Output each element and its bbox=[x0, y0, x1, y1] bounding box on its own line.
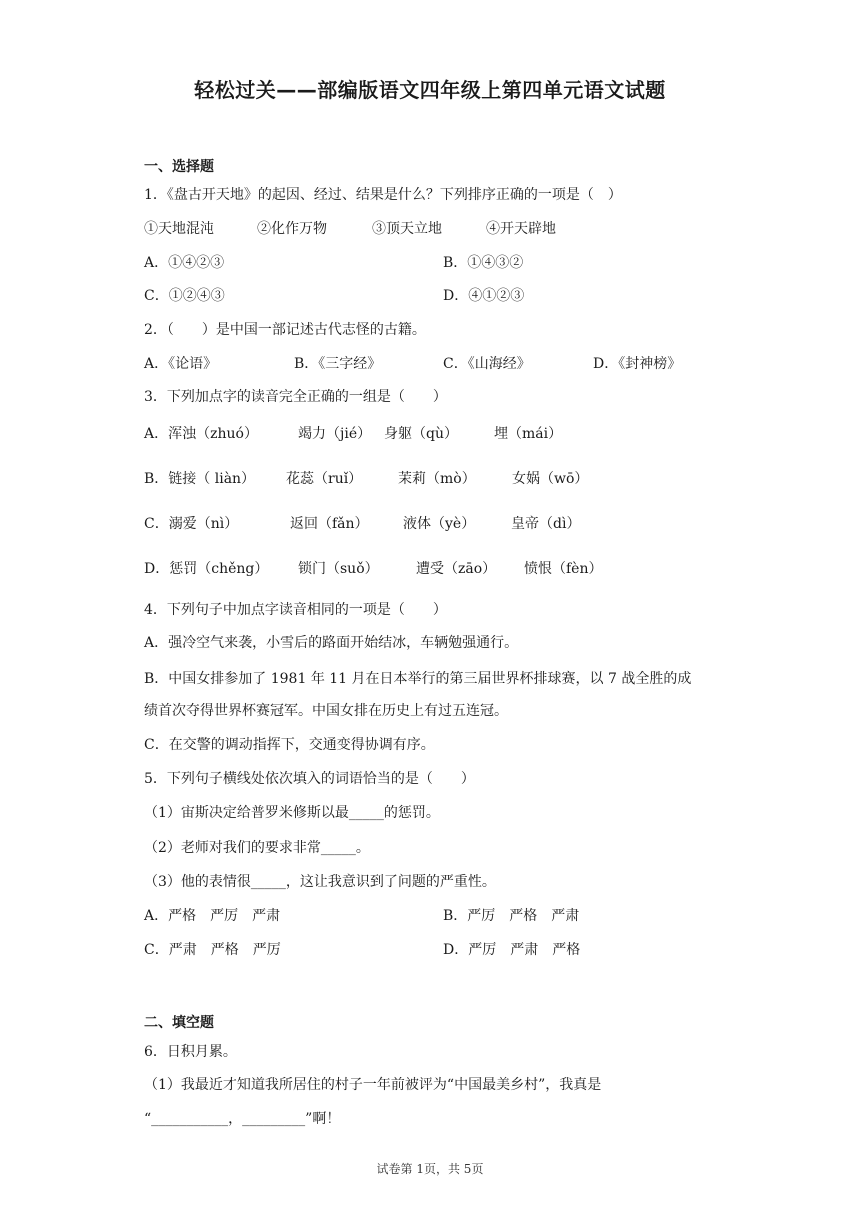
q5-option-c: C．严肃 严格 严厉 bbox=[144, 942, 281, 958]
q3-option-d-2: 锁门（suǒ） bbox=[298, 561, 379, 577]
q5-sentence-2: （2）老师对我们的要求非常_____。 bbox=[144, 840, 370, 856]
question-1-stem: 1．《盘古开天地》的起因、经过、结果是什么？下列排序正确的一项是（ ） bbox=[144, 187, 622, 203]
q3-option-d-3: 遭受（zāo） bbox=[416, 561, 497, 577]
q5-option-a: A．严格 严厉 严肃 bbox=[144, 908, 281, 924]
q1-option-d: D．④①②③ bbox=[443, 288, 525, 304]
q2-option-c: C．《山海经》 bbox=[443, 356, 531, 372]
question-3-stem: 3．下列加点字的读音完全正确的一组是（ ） bbox=[144, 389, 447, 405]
q1-item: ③顶天立地 bbox=[372, 221, 442, 237]
q4-option-c: C．在交警的调动指挥下，交通变得协调有序。 bbox=[144, 737, 435, 753]
question-2-stem: 2．（ ）是中国一部记述古代志怪的古籍。 bbox=[144, 322, 426, 338]
q4-option-a: A．强冷空气来袭，小雪后的路面开始结冰，车辆勉强通行。 bbox=[144, 635, 519, 651]
q5-option-b: B．严厉 严格 严肃 bbox=[443, 908, 580, 924]
q4-option-b-line1: B．中国女排参加了 1981 年 11 月在日本举行的第三届世界杯排球赛，以 7 战全胜的成 bbox=[144, 671, 692, 687]
q2-option-b: B．《三字经》 bbox=[294, 356, 382, 372]
q3-option-b-3: 茉莉（mò） bbox=[398, 471, 476, 487]
q3-option-c-3: 液体（yè） bbox=[403, 516, 476, 532]
q3-option-b-4: 女娲（wō） bbox=[512, 471, 589, 487]
q3-option-c-4: 皇帝（dì） bbox=[511, 516, 581, 532]
q3-option-a-4: 埋（mái） bbox=[494, 426, 563, 442]
q3-option-a-2: 竭力（jié） bbox=[298, 426, 372, 442]
section-heading-fill: 二、填空题 bbox=[144, 1015, 214, 1031]
q6-sentence-2: “___________，_________”啊！ bbox=[144, 1111, 341, 1127]
q3-option-a-1: A．浑浊（zhuó） bbox=[144, 426, 258, 442]
q2-option-d: D．《封神榜》 bbox=[593, 356, 682, 372]
q3-option-b-2: 花蕊（ruǐ） bbox=[286, 471, 363, 487]
q3-option-b-1: B．链接（ liàn） bbox=[144, 471, 256, 487]
q1-option-c: C．①②④③ bbox=[144, 288, 225, 304]
q3-option-a-3: 身躯（qù） bbox=[384, 426, 458, 442]
q1-item: ①天地混沌 bbox=[144, 221, 214, 237]
q6-sentence-1: （1）我最近才知道我所居住的村子一年前被评为“中国最美乡村”，我真是 bbox=[144, 1077, 602, 1093]
q4-option-b-line2: 绩首次夺得世界杯赛冠军。中国女排在历史上有过五连冠。 bbox=[144, 703, 508, 719]
q1-option-b: B．①④③② bbox=[443, 255, 524, 271]
q3-option-c-1: C．溺爱（nì） bbox=[144, 516, 239, 532]
q3-option-c-2: 返回（fǎn） bbox=[290, 516, 369, 532]
page-footer: 试卷第 1页，共 5页 bbox=[376, 1162, 484, 1176]
q2-option-a: A．《论语》 bbox=[144, 356, 218, 372]
q5-sentence-1: （1）宙斯决定给普罗米修斯以最_____的惩罚。 bbox=[144, 805, 440, 821]
q1-item: ②化作万物 bbox=[257, 221, 327, 237]
section-heading-choice: 一、选择题 bbox=[144, 159, 214, 175]
q1-item: ④开天辟地 bbox=[486, 221, 556, 237]
question-4-stem: 4．下列句子中加点字读音相同的一项是（ ） bbox=[144, 602, 447, 618]
q5-option-d: D．严厉 严肃 严格 bbox=[443, 942, 581, 958]
q3-option-d-1: D．惩罚（chěng） bbox=[144, 561, 269, 577]
q1-option-a: A．①④②③ bbox=[144, 255, 225, 271]
question-5-stem: 5．下列句子横线处依次填入的词语恰当的是（ ） bbox=[144, 771, 475, 787]
q5-sentence-3: （3）他的表情很_____，这让我意识到了问题的严重性。 bbox=[144, 874, 496, 890]
question-6-stem: 6．日积月累。 bbox=[144, 1044, 237, 1060]
q3-option-d-4: 愤恨（fèn） bbox=[524, 561, 603, 577]
page-title: 轻松过关——部编版语文四年级上第四单元语文试题 bbox=[194, 78, 666, 102]
